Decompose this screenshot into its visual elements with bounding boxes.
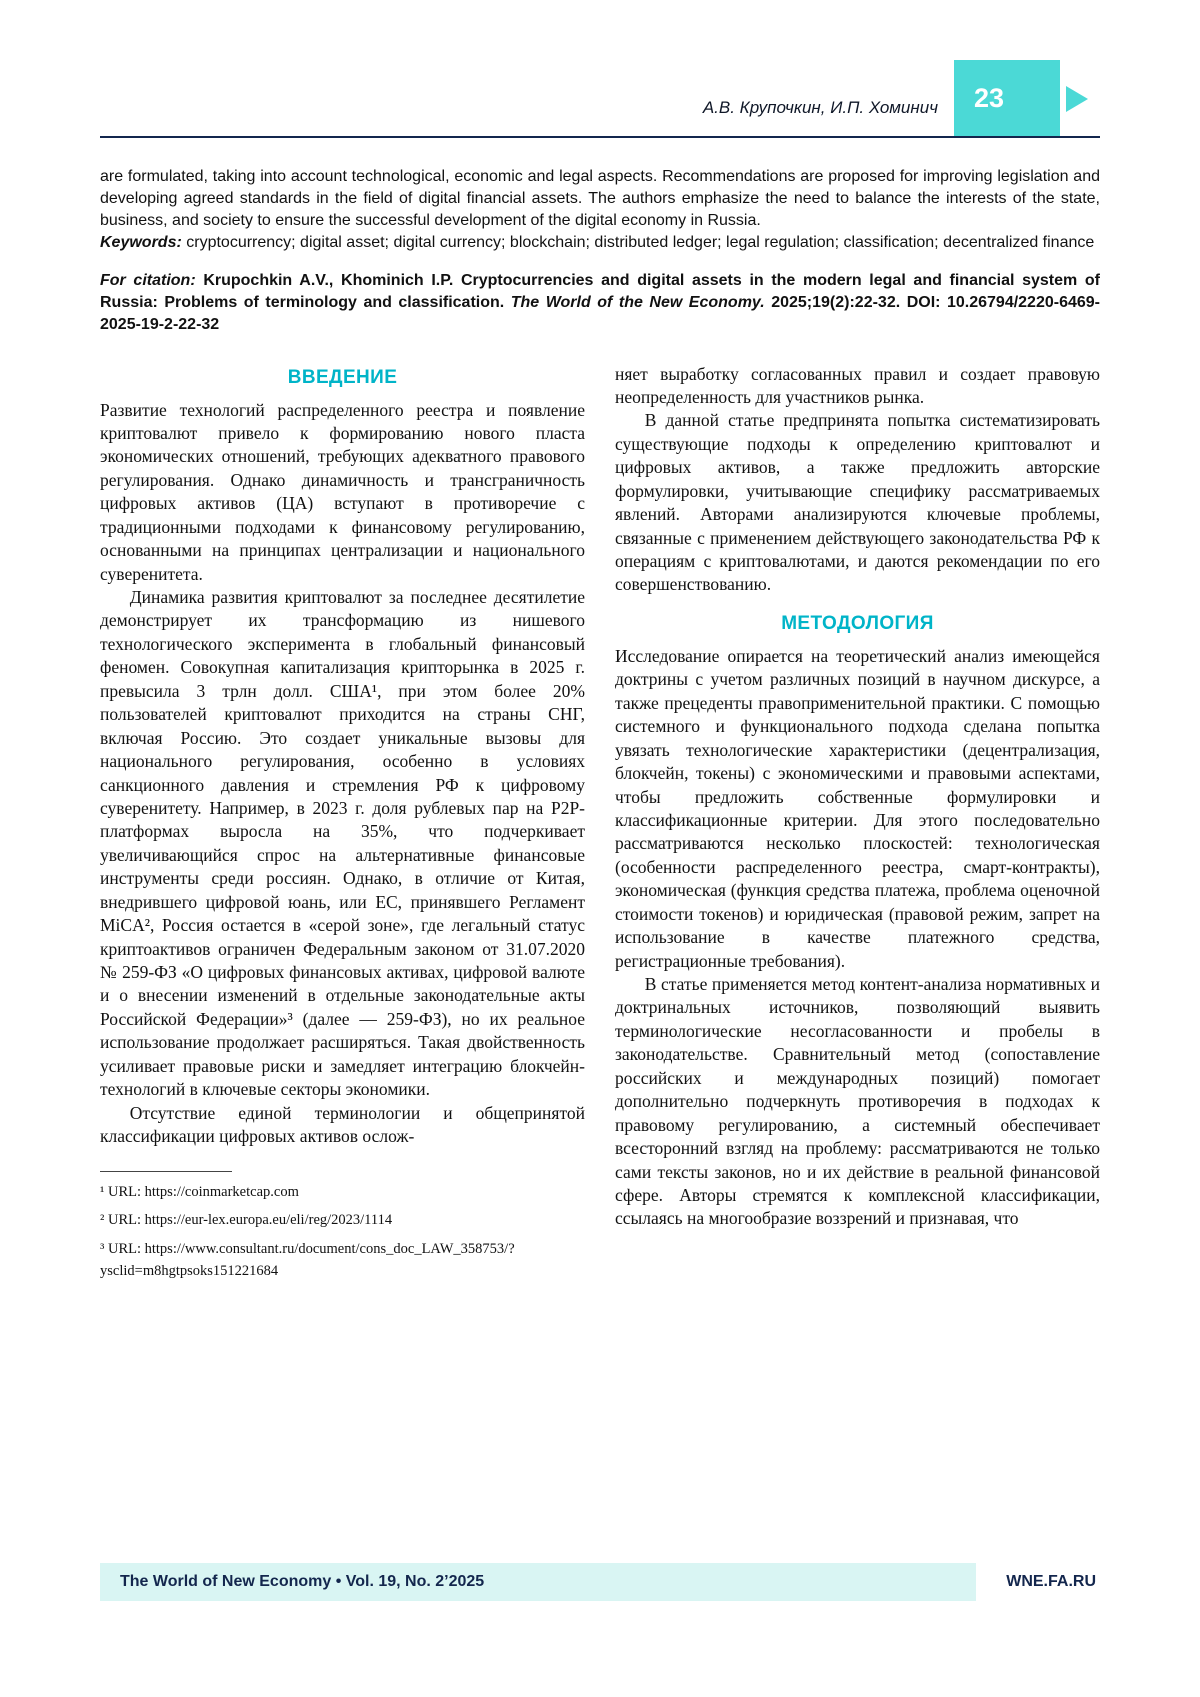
page-footer [100,1563,1100,1601]
citation-doi: 2025;19(2):22-32. DOI: 10.26794/2220-6469-2025-19-2-22-32 [100,294,1101,334]
paragraph: Динамика развития криптовалют за последнее десятилетие демонстрирует их трансформацию из нишевого технологического эксперимента в глобальный финансовый феномен. Совокупная капитализация крипторынка в 2025 г. превысила 3 трлн долл. США¹, при этом более 20% пользователей криптовалют приходится на страны СНГ, включая Россию. Это создает уникальные вызовы для национального регулирования, особенно в условиях санкционного давления и стремления РФ к цифровому суверенитету. Например, в 2023 г. доля рублевых пар на P2P-платформах выросла на 35%, что подчеркивает увеличивающийся спрос на альтернативные финансовые инструменты среди россиян. Однако, в отличие от Китая, внедрившего цифровой юань, или ЕС, принявшего Регламент MiCA², Россия остается в «серой зоне», где легальный статус криптоактивов ограничен Федеральным законом от 31.07.2020 № 259-ФЗ «О цифровых финансовых активах, цифровой валюте и о внесении изменений в отдельные законодательные акты Российской Федерации»³ (далее — 259-ФЗ), но их реальное использование продолжает расширяться. Такая двойственность усиливает правовые риски и замедляет интеграцию блокчейн-технологий в ключевые секторы экономики. [100,587,585,1100]
arrow-right-icon [1066,86,1088,112]
running-head-authors: А.В. Крупочкин, И.П. Хоминич [702,98,938,117]
header-divider [100,136,1100,138]
keywords-label: Keywords: [100,234,182,252]
abstract-body: are formulated, taking into account technological, economic and legal aspects. Recommendations are proposed for improving legislation and developing agreed standards in the field of digital financial assets. The authors emphasize the need to balance the interests of the state, business, and society to ensure the successful development of the digital economy in Russia. [100,168,1100,230]
page-content [100,166,1100,1290]
paragraph: Отсутствие единой терминологии и общепринятой классификации цифровых активов ослож- [100,1102,585,1147]
footnote-separator [100,1171,232,1172]
page-number-badge [954,60,1060,137]
paragraph: няет выработку согласованных правил и создает правовую неопределенность для участников рынка. [615,363,1100,407]
left-column [100,363,585,1290]
paragraph: Развитие технологий распределенного реестра и появление криптовалют привело к формированию нового пласта экономических отношений, требующих адекватного правового регулирования. Однако динамичность и трансграничность цифровых активов (ЦА) вступают в противоречие с традиционными подходами к финансовому регулированию, основанными на принципах централизации и национального суверенитета. [100,399,585,584]
footnote-3: ³ URL: https://www.consultant.ru/document/cons_doc_LAW_358753/?ysclid=m8hgtpsoks151221684 [100,1241,515,1279]
section-heading-methodology: МЕТОДОЛОГИЯ [781,612,934,634]
footnote-2: ² URL: https://eur-lex.europa.eu/eli/reg/2023/1114 [100,1212,393,1229]
paragraph: В статье применяется метод контент-анализа нормативных и доктринальных источников, позволяющий выявить терминологические несогласованности и пробелы в законодательстве. Сравнительный метод (сопоставление российских и международных позиций) помогает дополнительно подчеркнуть противоречия в подходах к правовому регулированию, а системный обеспечивает всесторонний взгляд на проблему: рассматриваются не только сами тексты законов, но и их действие в реальной финансовой сфере. Авторы стремятся к комплексной классификации, ссылаясь на многообразие воззрений и признавая, что [615,974,1100,1229]
abstract-section [100,166,1100,254]
citation-text: Krupochkin A.V., Khominich I.P. Cryptocurrencies and digital assets in the modern legal and financial system of Russia: Problems of terminology and classification. [100,272,1100,312]
citation-block [100,270,1100,336]
journal-volume-label: The World of New Economy • Vol. 19, No. 2’2025 [120,1573,485,1590]
section-heading-introduction: ВВЕДЕНИЕ [287,366,398,388]
right-column [615,363,1100,1290]
paragraph: Исследование опирается на теоретический анализ имеющейся доктрины с учетом различных позиций в научном дискурсе, а также прецеденты правоприменительной практики. С помощью системного и функционального подхода сделана попытка увязать технологические характеристики (децентрализация, блокчейн, токены) с экономическими и правовыми аспектами, чтобы предложить собственные формулировки и классификационные критерии. Для этого последовательно рассматриваются несколько плоскостей: технологическая (особенности распределенного реестра, смарт-контракты), экономическая (функция средства платежа, проблема оценочной стоимости токенов) и юридическая (правовой режим, запрет на использование в качестве платежного средства, регистрационные требования). [615,645,1100,971]
keywords-line [100,232,1100,254]
paragraph: В данной статье предпринята попытка систематизировать существующие подходы к определению криптовалют и цифровых активов, а также предложить авторские формулировки, учитывающие специфику рассматриваемых явлений. Авторами анализируются ключевые проблемы, связанные с применением действующего законодательства РФ к операциям с криптовалютами, и даются рекомендации по его совершенствованию. [615,410,1100,595]
two-column-body [100,363,1100,1290]
citation-journal-title: The World of the New Economy. [510,294,765,312]
page-number: 23 [974,83,1005,113]
website-label: WNE.FA.RU [976,1563,1100,1601]
citation-label: For citation: [100,272,196,290]
keywords-list: cryptocurrency; digital asset; digital currency; blockchain; distributed ledger; legal regulation; classification; decentralized finance [181,234,1095,252]
footnote-1: ¹ URL: https://coinmarketcap.com [100,1183,299,1200]
abstract-text [100,166,1100,232]
